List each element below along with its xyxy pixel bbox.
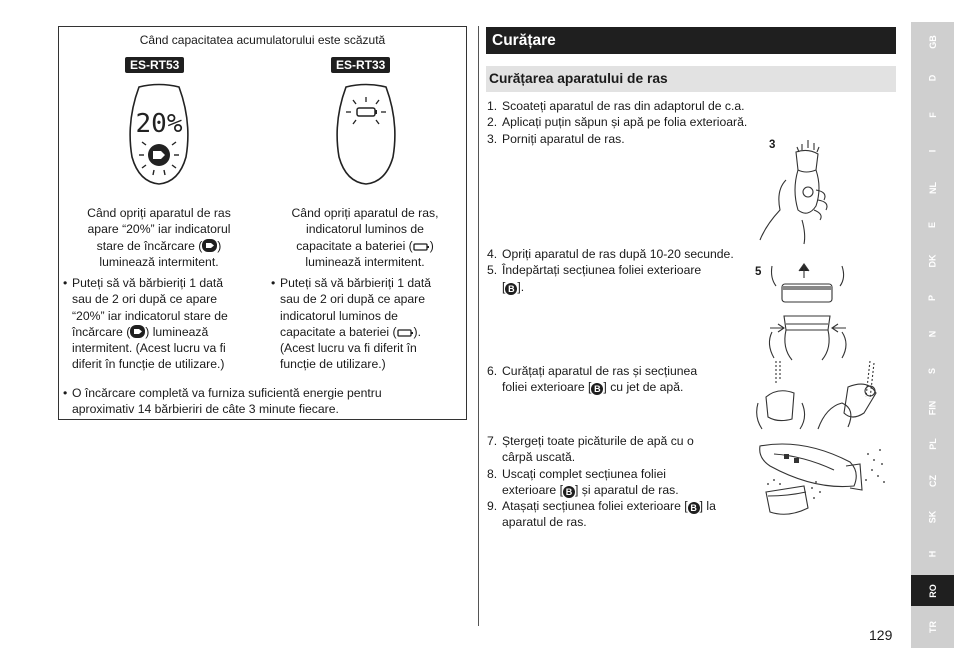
language-tab-gb[interactable] [911,26,954,57]
figure-label-3: 3 [769,139,776,151]
language-tab-ro[interactable] [911,575,954,606]
language-tab-cz[interactable] [911,465,954,496]
language-tab-f[interactable] [911,99,954,130]
bullet-full-charge: • O încărcare completă va furniza suficientă energie pentru aproximativ 14 bărbieriri de câte 3 minute fiecare. [63,385,463,418]
display-20-percent: 20% [135,109,183,139]
language-tab-label: H [927,550,938,558]
language-tab-tr[interactable] [911,612,954,643]
dry-shaver-illustration [754,436,888,528]
language-tab-label: NL [927,181,938,194]
language-tab-label: D [927,74,938,82]
language-tab-label: N [927,331,938,338]
language-tab-label: E [927,221,938,228]
battery-icon [397,328,414,338]
language-tab-label: S [927,367,938,374]
language-tab-label: I [927,150,938,153]
part-b-icon: B [505,283,517,295]
part-b-icon: B [688,502,700,514]
language-tab-p[interactable] [911,282,954,313]
language-tab-label: FIN [927,400,938,415]
language-tab-label: F [927,111,938,118]
language-tab-label: CZ [927,474,938,487]
column-divider [478,26,479,626]
bullet-col-a: • Puteți să vă bărbieriți 1 dată sau de 2 ori după ce apare “20%” iar indicatorul stare de încărcare ( ) luminează intermitent. (Acest lucru va fi diferit în funcție de utilizare.) [63,275,259,373]
charge-status-icon [130,325,145,338]
language-tab-label: GB [927,34,938,49]
language-tab-n[interactable] [911,319,954,350]
language-tab-label: DK [927,254,938,268]
col-a-description: Când opriți aparatul de ras apare “20%” iar indicatorul stare de încărcare ( ) luminează intermitent. [87,206,231,269]
language-tab-e[interactable] [911,209,954,240]
language-tab-label: PL [927,438,938,450]
rinse-with-water-illustration [752,357,892,431]
section-subtitle: Curățarea aparatului de ras [486,66,896,92]
box-title: Când capacitatea acumulatorului este scăzută [139,33,386,47]
language-tab-label: TR [927,621,938,634]
language-tab-h[interactable] [911,538,954,569]
steps-7-9: 7. Ștergeți toate picăturile de apă cu o cârpă uscată. 8. Uscați complet secțiunea foliei exterioare [ B ] și aparatul de ras. 9. Atașați secțiunea foliei exterioare [ B ] la aparatul de ras. [487,434,716,530]
shaver-display-es-rt53-icon [124,82,194,187]
language-tab-pl[interactable] [911,429,954,460]
charge-status-icon [202,239,217,252]
figure-label-5: 5 [755,266,762,278]
section-title: Curățare [486,27,896,54]
language-tab-nl[interactable] [911,172,954,203]
language-tab-fin[interactable] [911,392,954,423]
language-tab-label: SK [927,511,938,524]
col-b-description: Când opriți aparatul de ras, indicatorul luminos de capacitate a bateriei ( ) luminează intermitent. [291,206,439,269]
low-battery-info-box [58,26,467,420]
remove-foil-illustration [762,258,854,362]
language-tab-d[interactable] [911,63,954,94]
part-b-icon: B [591,383,603,395]
battery-icon [413,242,430,252]
language-tab-sk[interactable] [911,502,954,533]
bullet-col-b: • Puteți să vă bărbieriți 1 dată sau de 2 ori după ce apare indicatorul luminos de capacitate a bateriei ( ). (Acest lucru va fi diferit în funcție de utilizare.) [271,275,463,373]
steps-1-3: 1. Scoateți aparatul de ras din adaptorul de c.a. 2. Aplicați puțin săpun și apă pe folia exterioară. 3. Porniți aparatul de ras. [487,99,748,146]
language-tab-s[interactable] [911,355,954,386]
hand-holding-shaver-illustration [756,130,836,245]
language-tab-label: RO [927,583,938,598]
model-badge-es-rt53: ES-RT53 [125,57,184,73]
language-tab-label: P [927,294,938,301]
page-number: 129 [869,627,893,643]
part-b-icon: B [563,486,575,498]
language-tab-dk[interactable] [911,246,954,277]
steps-4-5: 4. Opriți aparatul de ras după 10-20 secunde. 5. Îndepărtați secțiunea foliei exterioare [ B ]. [487,247,734,294]
step-6: 6. Curățați aparatul de ras și secțiunea foliei exterioare [ B ] cu jet de apă. [487,364,698,395]
shaver-display-es-rt33-icon [331,82,401,187]
language-tab-i[interactable] [911,136,954,167]
model-badge-es-rt33: ES-RT33 [331,57,390,73]
